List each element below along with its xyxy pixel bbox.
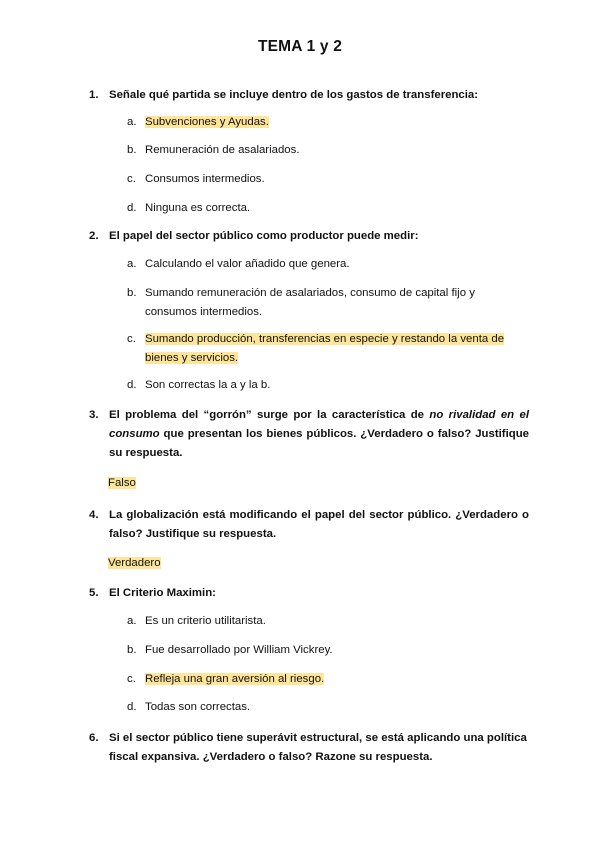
highlighted-answer: Falso — [108, 477, 136, 489]
page-title: TEMA 1 y 2 — [257, 38, 343, 55]
question-2 — [89, 227, 529, 246]
q5-option-b — [127, 641, 527, 660]
question-5 — [89, 584, 529, 603]
option-text: Remuneración de asalariados. — [145, 144, 300, 156]
q2-option-b — [127, 284, 527, 321]
option-letter: a. — [127, 116, 137, 128]
option-text: Ninguna es correcta. — [145, 202, 251, 214]
option-letter: b. — [127, 144, 137, 156]
option-line: Sumando remuneración de asalariados, consumo de capital fijo y — [145, 287, 475, 299]
option-letter: a. — [127, 615, 137, 627]
option-line: consumos intermedios. — [145, 305, 263, 318]
option-letter: c. — [127, 673, 136, 685]
option-text: Calculando el valor añadido que genera. — [145, 258, 350, 270]
option-letter: a. — [127, 258, 137, 270]
option-text: Fue desarrollado por William Vickrey. — [145, 644, 333, 656]
highlighted-answer: Refleja una gran aversión al riesgo. — [145, 673, 325, 685]
question-number: 3. — [89, 409, 99, 421]
q2-option-a — [127, 255, 527, 274]
option-text: Consumos intermedios. — [145, 173, 265, 185]
question-number: 2. — [89, 230, 99, 242]
option-letter: c. — [127, 333, 136, 345]
option-letter: b. — [127, 644, 137, 656]
q1-option-c — [127, 170, 527, 189]
q1-option-d — [127, 199, 527, 218]
option-letter: c. — [127, 173, 136, 185]
question-text: Señale qué partida se incluye dentro de los gastos de transferencia: — [109, 89, 479, 101]
option-letter: d. — [127, 202, 137, 214]
question-number: 4. — [89, 509, 99, 521]
option-letter: d. — [127, 701, 137, 713]
question-3 — [89, 406, 529, 463]
question-4 — [89, 506, 529, 544]
q5-option-c — [127, 670, 527, 689]
question-text-part: El problema del “gorrón” surge por la característica de — [109, 409, 430, 421]
q5-option-d — [127, 698, 527, 717]
q1-option-b — [127, 141, 527, 160]
question-text — [109, 406, 529, 463]
question-number: 6. — [89, 732, 99, 744]
question-text: Si el sector público tiene superávit estructural, se está aplicando una política fiscal expansiva. ¿Verdadero o falso? Razone su respuesta. — [109, 732, 527, 763]
question-text: El Criterio Maximin: — [109, 587, 216, 599]
option-text: Son correctas la a y la b. — [145, 379, 271, 391]
highlighted-answer: Verdadero — [108, 557, 161, 569]
highlighted-answer: Sumando producción, transferencias en especie y restando la venta de — [145, 333, 505, 345]
q2-option-c — [127, 330, 527, 367]
highlighted-answer: bienes y servicios. — [145, 351, 239, 364]
q2-option-d — [127, 376, 527, 395]
option-text — [145, 284, 527, 321]
question-number: 1. — [89, 89, 99, 101]
highlighted-answer: Subvenciones y Ayudas. — [145, 116, 269, 128]
q5-option-a — [127, 612, 527, 631]
question-number: 5. — [89, 587, 99, 599]
option-text: Todas son correctas. — [145, 701, 251, 713]
q1-option-a — [127, 113, 527, 132]
question-6 — [89, 729, 529, 767]
answer-3 — [108, 474, 136, 492]
question-text-part: que presentan los bienes públicos. ¿Verdadero o falso? Justifique su respuesta. — [109, 428, 529, 459]
question-1 — [89, 86, 529, 105]
answer-4 — [108, 554, 161, 572]
option-text — [145, 330, 527, 367]
option-letter: b. — [127, 287, 137, 299]
option-letter: d. — [127, 379, 137, 391]
question-emphasis: no rivalidad en el consumo — [109, 409, 529, 440]
question-text: El papel del sector público como productor puede medir: — [109, 230, 419, 242]
question-text: La globalización está modificando el papel del sector público. ¿Verdadero o falso? Justifique su respuesta. — [109, 509, 529, 540]
option-text: Es un criterio utilitarista. — [145, 615, 266, 627]
